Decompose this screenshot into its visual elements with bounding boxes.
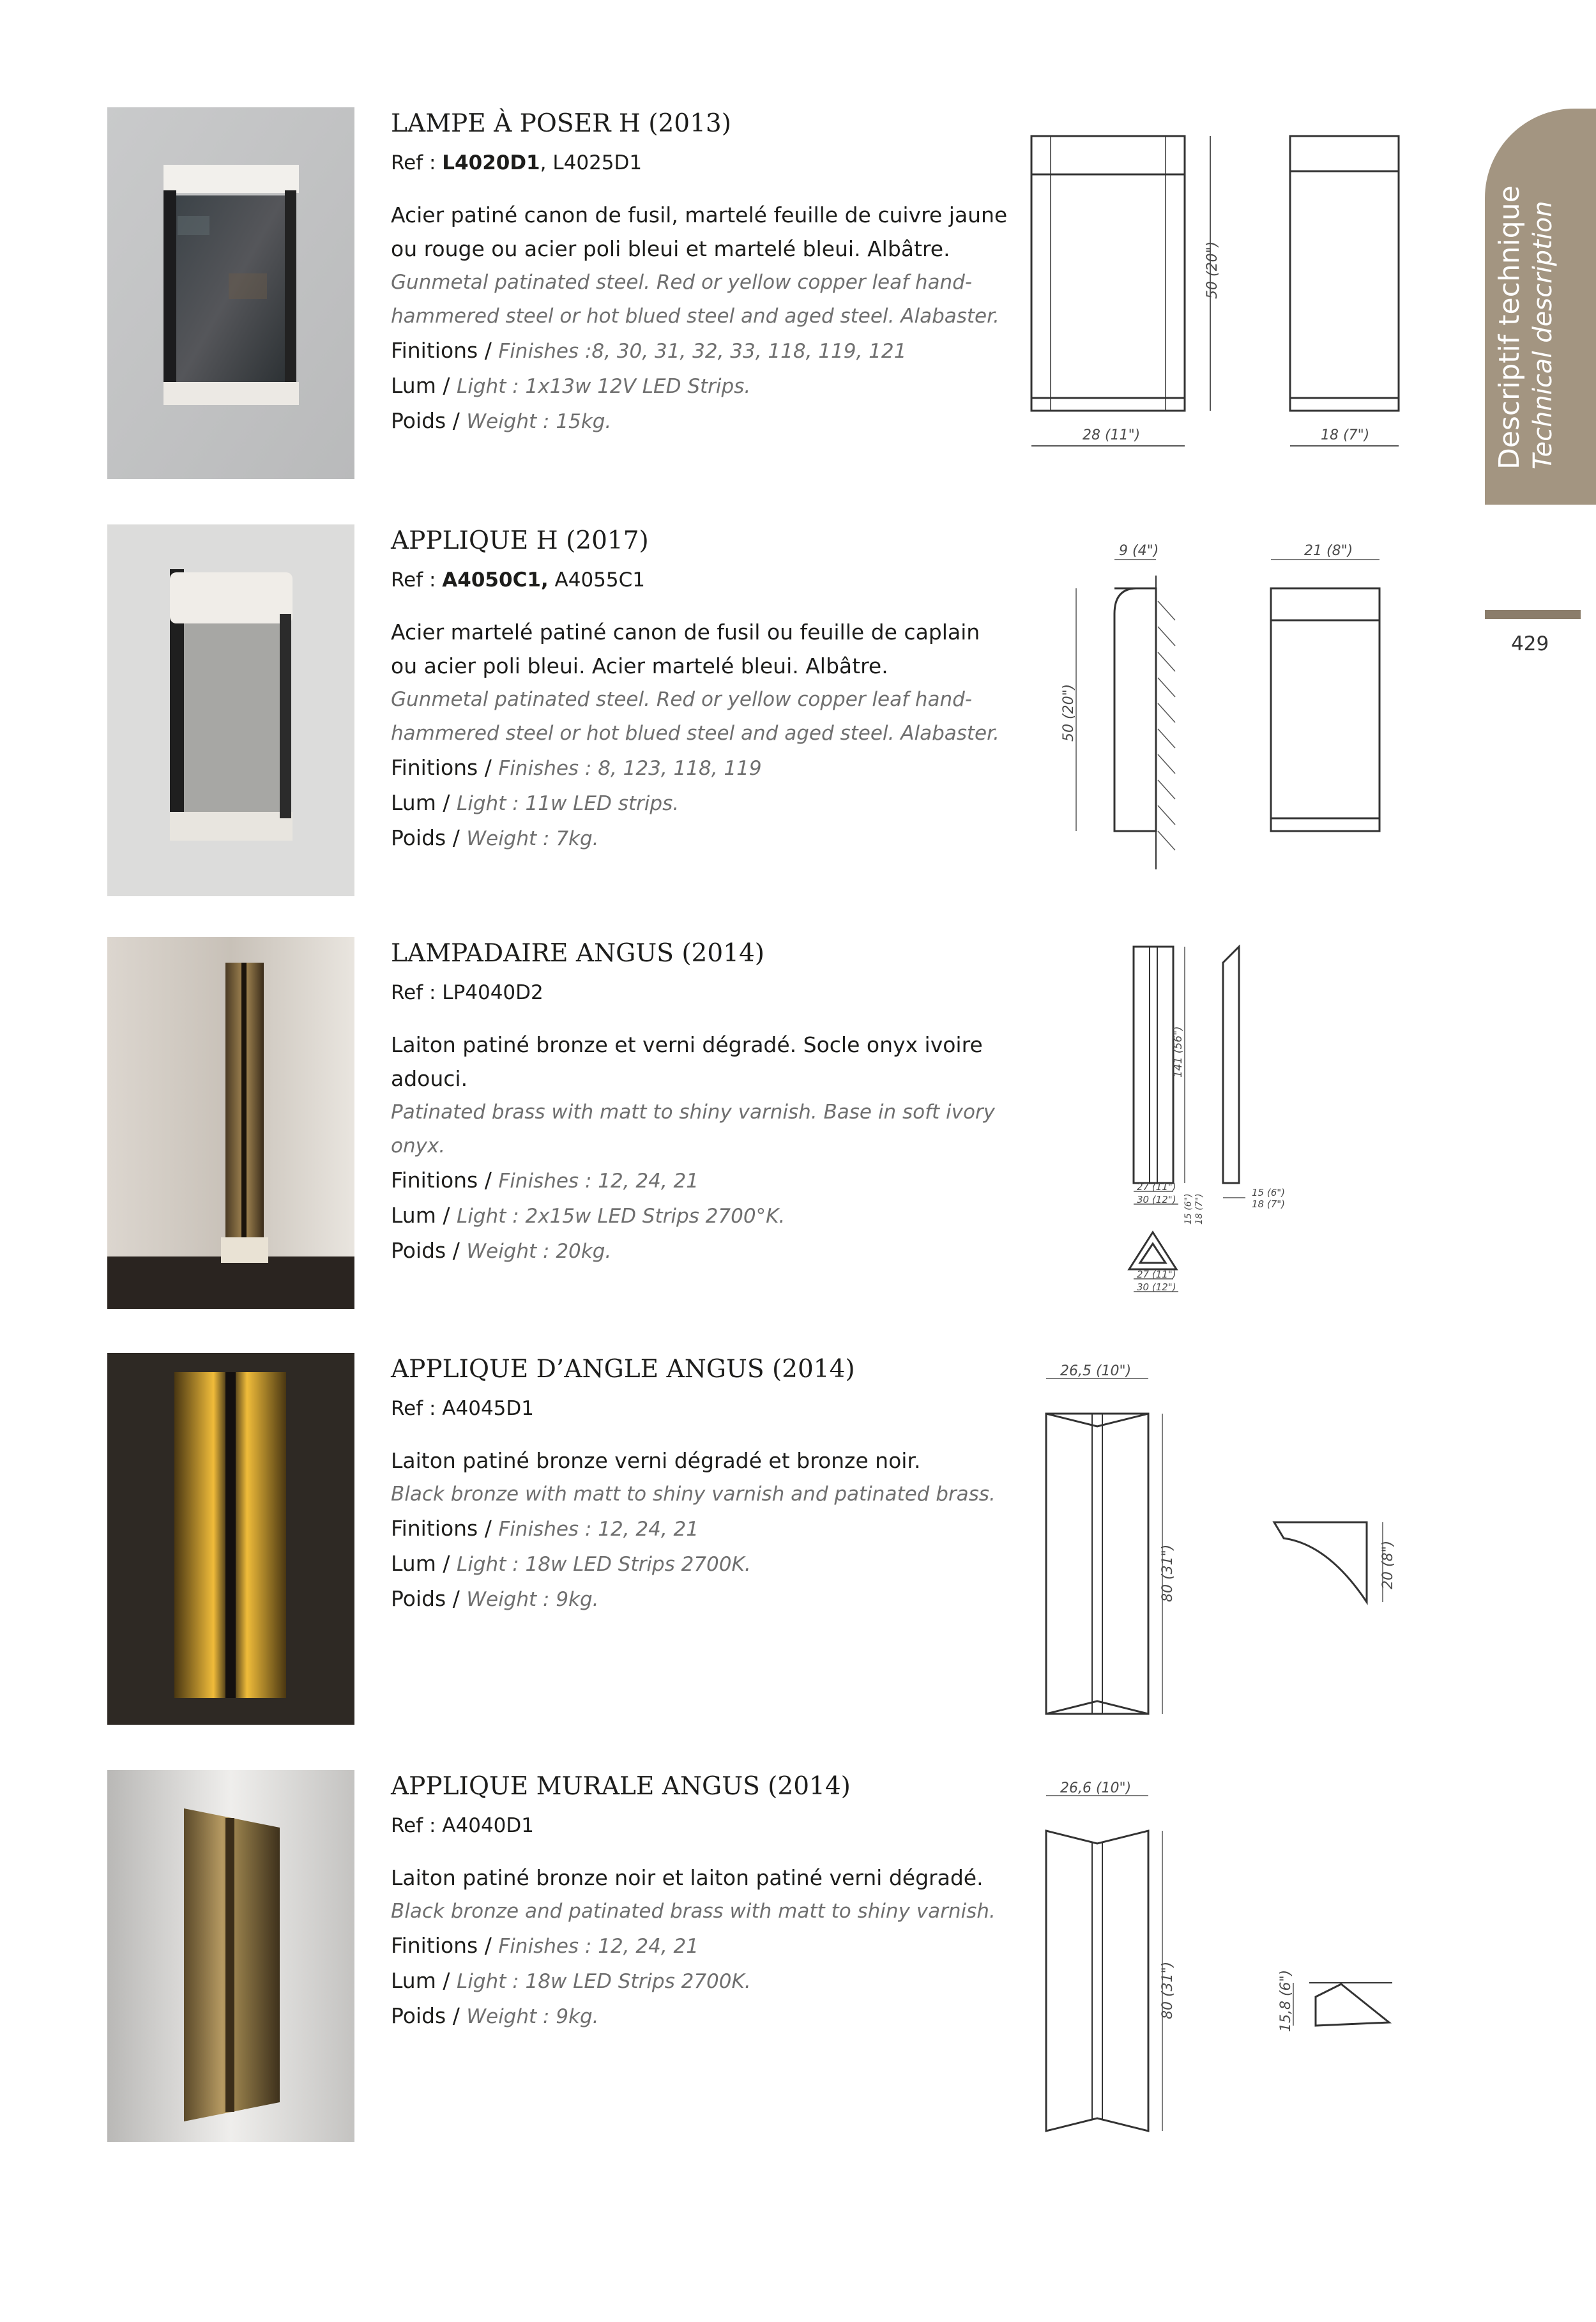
- light-value: Light : 18w LED Strips 2700K.: [456, 1553, 751, 1576]
- product-title: APPLIQUE H (2017): [391, 526, 649, 555]
- dim-depth-1: 15 (6"): [1183, 1193, 1194, 1225]
- dim-depth-2: 18 (7"): [1194, 1193, 1205, 1225]
- weight-row: [391, 404, 966, 439]
- weight-value: Weight : 7kg.: [466, 827, 599, 850]
- light-value: Light : 1x13w 12V LED Strips.: [456, 375, 751, 398]
- dim-side-2: 18 (7"): [1252, 1198, 1286, 1210]
- dim-width-1: 27 (11"): [1137, 1181, 1176, 1193]
- product-ref: [391, 567, 966, 593]
- finishes-label: Finitions /: [391, 338, 492, 363]
- fr-line: adouci.: [391, 1066, 468, 1091]
- light-row: [391, 1964, 966, 1999]
- ref-rest: A4045D1: [436, 1397, 534, 1420]
- product-lampadaire-angus: [0, 937, 1596, 1320]
- fr-line: Laiton patiné bronze verni dégradé et bronze noir.: [391, 1448, 921, 1473]
- light-label: Lum /: [391, 1968, 450, 1993]
- weight-value: Weight : 20kg.: [466, 1240, 612, 1263]
- en-line: hammered steel or hot blued steel and aged steel. Alabaster.: [391, 305, 999, 328]
- product-description: [391, 1028, 996, 1269]
- dim-height: 80 (31"): [1160, 1961, 1176, 2019]
- product-lampe-a-poser-h: [0, 107, 1596, 491]
- applique-angle-angus-image: [107, 1353, 354, 1725]
- weight-value: Weight : 9kg.: [466, 1588, 599, 1611]
- dim-width: 21 (8"): [1304, 543, 1353, 559]
- product-ref: [391, 149, 966, 176]
- product-ref: [391, 1395, 966, 1422]
- light-row: [391, 369, 966, 404]
- fr-line: Acier patiné canon de fusil, martelé feuille de cuivre jaune: [391, 202, 1008, 227]
- light-row: [391, 1547, 966, 1582]
- product-title: APPLIQUE D’ANGLE ANGUS (2014): [391, 1355, 855, 1384]
- section-title: Descriptif technique: [1493, 185, 1526, 470]
- product-text: [391, 107, 1008, 439]
- light-label: Lum /: [391, 790, 450, 815]
- weight-row: [391, 1999, 966, 2034]
- product-text: [391, 1770, 996, 2034]
- product-ref: [391, 1812, 966, 1839]
- light-label: Lum /: [391, 1203, 450, 1228]
- en-line: Gunmetal patinated steel. Red or yellow copper leaf hand-: [391, 271, 972, 294]
- fr-line: Laiton patiné bronze noir et laiton patiné verni dégradé.: [391, 1865, 984, 1890]
- product-photo: [107, 1353, 354, 1725]
- product-applique-h: [0, 524, 1596, 908]
- weight-label: Poids /: [391, 1238, 460, 1263]
- ref-label: Ref :: [391, 569, 436, 592]
- ref-label: Ref :: [391, 151, 436, 174]
- weight-label: Poids /: [391, 2003, 460, 2028]
- applique-angle-angus-drawing: [971, 1353, 1431, 1736]
- section-subtitle: Technical description: [1528, 201, 1558, 470]
- light-label: Lum /: [391, 1551, 450, 1576]
- product-photo: [107, 1770, 354, 2142]
- product-text: [391, 1353, 996, 1617]
- ref-label: Ref :: [391, 1814, 436, 1837]
- page-number: 429: [1511, 632, 1549, 655]
- technical-drawing: [971, 1353, 1431, 1736]
- ref-rest: LP4040D2: [436, 981, 543, 1004]
- finishes-value: Finishes : 12, 24, 21: [498, 1935, 699, 1958]
- weight-value: Weight : 15kg.: [466, 410, 612, 433]
- en-line: Gunmetal patinated steel. Red or yellow copper leaf hand-: [391, 688, 972, 711]
- product-photo: [107, 524, 354, 896]
- product-description: [391, 198, 1008, 439]
- finishes-value: Finishes : 12, 24, 21: [498, 1170, 699, 1193]
- en-line: Black bronze and patinated brass with matt to shiny varnish.: [391, 1900, 996, 1923]
- product-applique-murale-angus: [0, 1770, 1596, 2153]
- weight-label: Poids /: [391, 408, 460, 433]
- light-value: Light : 2x15w LED Strips 2700°K.: [456, 1205, 786, 1228]
- ref-label: Ref :: [391, 1397, 436, 1420]
- product-ref: [391, 979, 966, 1006]
- finishes-value: Finishes : 12, 24, 21: [498, 1518, 699, 1541]
- applique-murale-angus-drawing: [971, 1770, 1431, 2153]
- weight-row: [391, 1582, 966, 1617]
- product-description: [391, 615, 999, 856]
- dim-width-2: 30 (12"): [1137, 1194, 1176, 1205]
- weight-value: Weight : 9kg.: [466, 2005, 599, 2028]
- finishes-label: Finitions /: [391, 1516, 492, 1541]
- light-value: Light : 11w LED strips.: [456, 792, 680, 815]
- fr-line: Acier martelé patiné canon de fusil ou feuille de caplain: [391, 620, 980, 645]
- lampadaire-angus-drawing: [971, 937, 1431, 1320]
- weight-label: Poids /: [391, 1586, 460, 1611]
- dim-depth: 18 (7"): [1321, 427, 1370, 443]
- finishes-row: [391, 1929, 966, 1964]
- ref-rest: , L4025D1: [540, 151, 642, 174]
- ref-label: Ref :: [391, 981, 436, 1004]
- product-title: LAMPADAIRE ANGUS (2014): [391, 939, 764, 968]
- finishes-value: Finishes :8, 30, 31, 32, 33, 118, 119, 121: [498, 340, 907, 363]
- en-line: hammered steel or hot blued steel and aged steel. Alabaster.: [391, 722, 999, 745]
- finishes-label: Finitions /: [391, 1168, 492, 1193]
- weight-label: Poids /: [391, 825, 460, 850]
- product-title: APPLIQUE MURALE ANGUS (2014): [391, 1772, 851, 1801]
- product-text: [391, 524, 999, 856]
- finishes-row: [391, 1511, 966, 1547]
- en-line: onyx.: [391, 1134, 446, 1157]
- product-applique-d-angle-angus: [0, 1353, 1596, 1736]
- applique-h-image: [107, 524, 354, 896]
- light-row: [391, 1198, 966, 1234]
- dim-base-2: 30 (12"): [1137, 1281, 1176, 1293]
- ref-rest: A4040D1: [436, 1814, 534, 1837]
- dim-width: 26,6 (10"): [1060, 1780, 1132, 1796]
- ref-bold: L4020D1: [442, 151, 540, 174]
- weight-row: [391, 1234, 966, 1269]
- finishes-row: [391, 333, 966, 369]
- dim-base-1: 27 (11"): [1137, 1269, 1176, 1280]
- dim-depth: 15,8 (6"): [1278, 1969, 1294, 2032]
- lamp-h-drawing: [971, 107, 1431, 491]
- finishes-label: Finitions /: [391, 755, 492, 780]
- product-title: LAMPE À POSER H (2013): [391, 109, 731, 138]
- dim-side-1: 15 (6"): [1252, 1187, 1286, 1198]
- dim-height: 50 (20"): [1061, 684, 1077, 742]
- dim-depth: 20 (8"): [1380, 1540, 1396, 1589]
- product-photo: [107, 107, 354, 479]
- technical-drawing: [971, 937, 1431, 1320]
- weight-row: [391, 821, 966, 856]
- dim-depth: 9 (4"): [1119, 543, 1159, 559]
- applique-h-drawing: [971, 524, 1431, 908]
- ref-bold: A4050C1,: [442, 569, 549, 592]
- light-label: Lum /: [391, 373, 450, 398]
- dim-width: 26,5 (10"): [1060, 1363, 1132, 1379]
- dim-height: 50 (20"): [1205, 241, 1220, 299]
- light-row: [391, 786, 966, 821]
- product-text: [391, 937, 996, 1269]
- product-photo: [107, 937, 354, 1309]
- fr-line: ou acier poli bleui. Acier martelé bleui. Albâtre.: [391, 653, 888, 678]
- fr-line: ou rouge ou acier poli bleui et martelé bleui. Albâtre.: [391, 236, 950, 261]
- dim-width: 28 (11"): [1083, 427, 1141, 443]
- lamp-h-image: [107, 107, 354, 479]
- lampadaire-angus-image: [107, 937, 354, 1309]
- en-line: Black bronze with matt to shiny varnish and patinated brass.: [391, 1483, 996, 1506]
- finishes-row: [391, 1163, 966, 1198]
- technical-drawing: [971, 107, 1431, 491]
- finishes-row: [391, 751, 966, 786]
- applique-murale-angus-image: [107, 1770, 354, 2142]
- finishes-value: Finishes : 8, 123, 118, 119: [498, 757, 762, 780]
- technical-drawing: [971, 1770, 1431, 2153]
- light-value: Light : 18w LED Strips 2700K.: [456, 1970, 751, 1993]
- ref-rest: A4055C1: [548, 569, 645, 592]
- fr-line: Laiton patiné bronze et verni dégradé. Socle onyx ivoire: [391, 1032, 983, 1057]
- technical-drawing: [971, 524, 1431, 908]
- product-description: [391, 1861, 996, 2034]
- finishes-label: Finitions /: [391, 1933, 492, 1958]
- dim-height: 80 (31"): [1160, 1544, 1176, 1602]
- product-description: [391, 1444, 996, 1617]
- en-line: Patinated brass with matt to shiny varnish. Base in soft ivory: [391, 1101, 996, 1124]
- dim-height: 141 (56"): [1172, 1026, 1185, 1078]
